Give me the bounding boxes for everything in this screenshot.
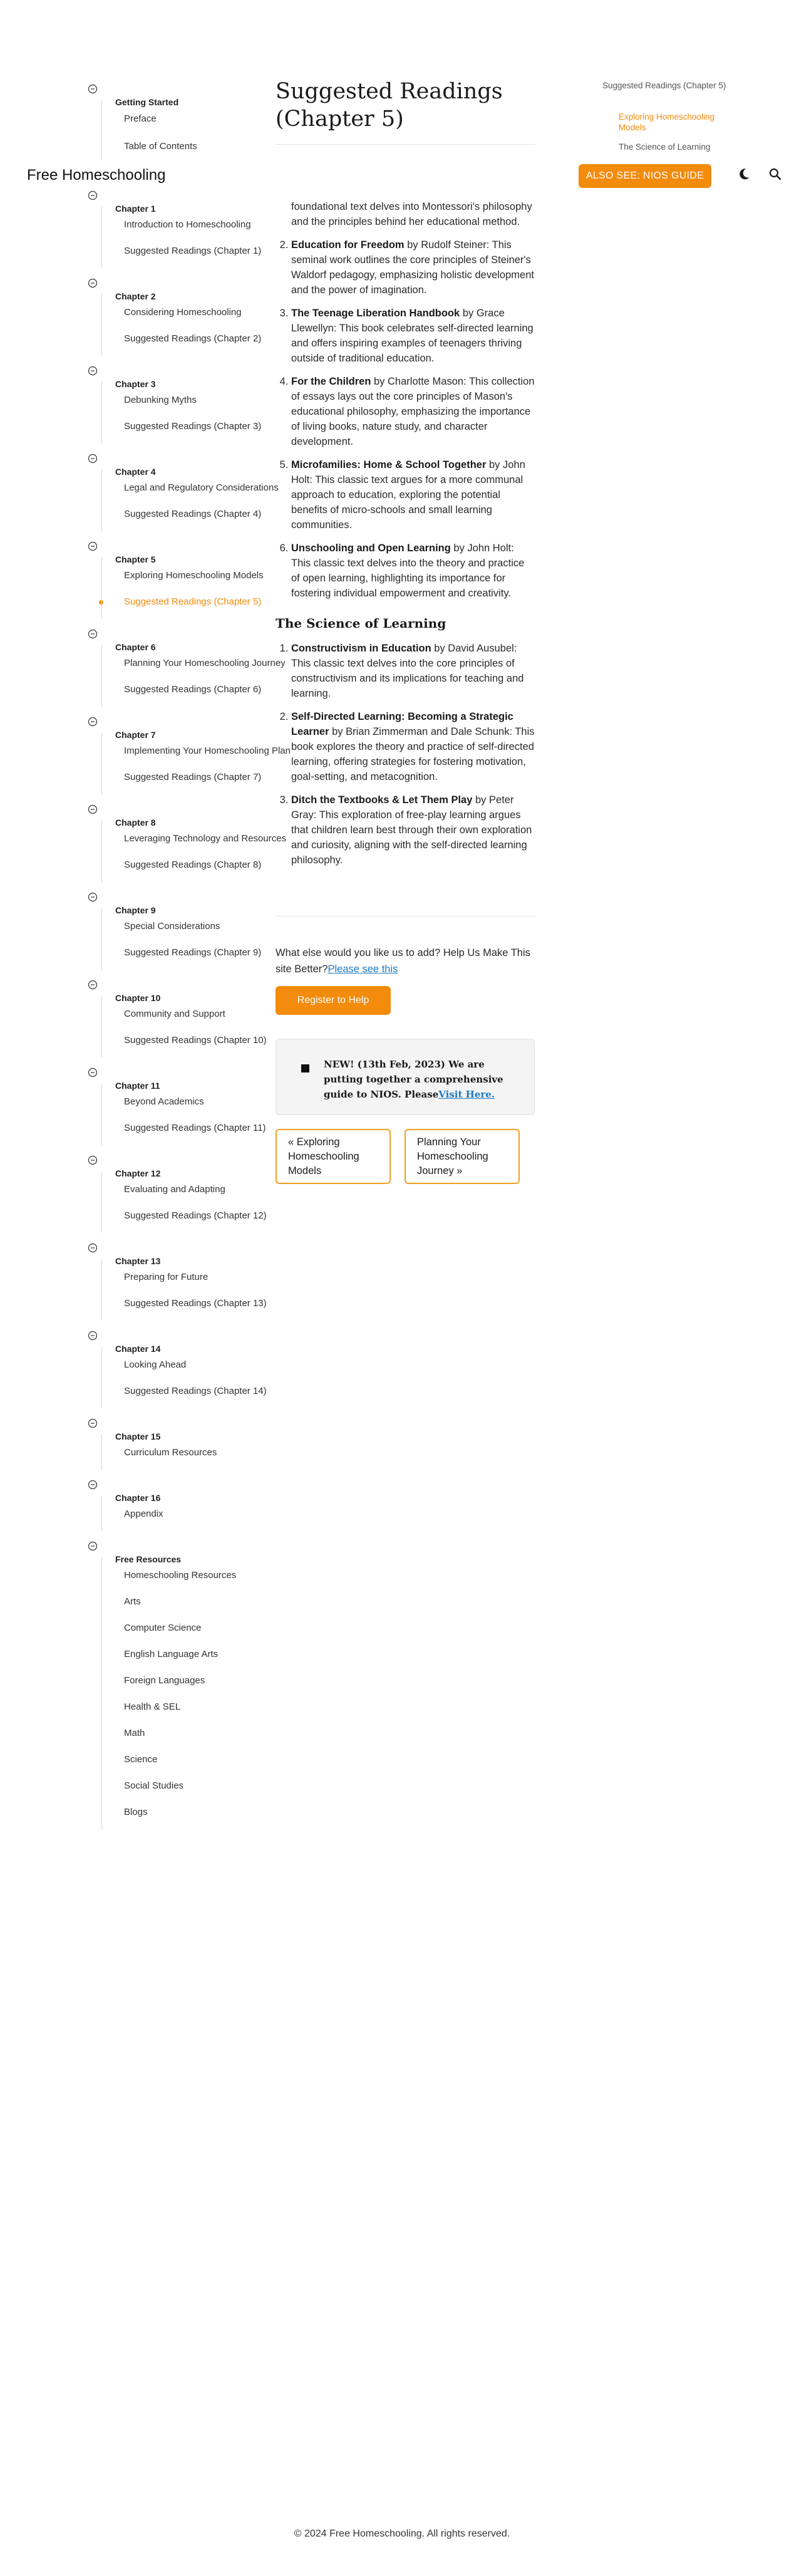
book-description: by Charlotte Mason: This collection of essays lays out the core principles of Mason's educational philosophy, emphasizing the importance of living books, nature study, and character development. bbox=[291, 376, 535, 447]
toc-item-page-title[interactable]: Suggested Readings (Chapter 5) bbox=[602, 81, 726, 90]
sidebar-heading-chapter-3[interactable]: Chapter 3 bbox=[88, 366, 233, 389]
collapse-minus-icon[interactable] bbox=[88, 455, 98, 466]
collapse-minus-icon[interactable] bbox=[88, 806, 98, 817]
collapse-minus-icon[interactable] bbox=[88, 982, 98, 992]
collapse-minus-icon[interactable] bbox=[88, 894, 98, 905]
sidebar-item[interactable]: Health & SEL bbox=[124, 1701, 181, 1712]
sidebar-guide-line bbox=[101, 382, 102, 444]
reading-list-item bbox=[291, 641, 535, 701]
reading-list-item bbox=[291, 541, 535, 601]
collapse-minus-icon[interactable] bbox=[88, 1069, 98, 1080]
sidebar-item[interactable]: Suggested Readings (Chapter 11) bbox=[124, 1123, 266, 1133]
sidebar-heading-chapter-11[interactable]: Chapter 11 bbox=[88, 1067, 233, 1091]
sidebar-guide-line bbox=[101, 908, 102, 970]
bullet-square-icon bbox=[301, 1064, 309, 1072]
collapse-minus-icon[interactable] bbox=[88, 719, 98, 729]
sidebar-item-table-of-contents[interactable]: Table of Contents bbox=[124, 141, 197, 152]
book-title: Microfamilies: Home & School Together bbox=[291, 459, 487, 470]
sidebar-guide-line bbox=[101, 294, 102, 356]
sidebar-item[interactable]: Suggested Readings (Chapter 9) bbox=[124, 947, 262, 958]
sidebar-heading-chapter-12[interactable]: Chapter 12 bbox=[88, 1155, 233, 1178]
book-title: The Teenage Liberation Handbook bbox=[291, 308, 460, 319]
site-header bbox=[0, 159, 804, 194]
please-see-this-link[interactable]: Please see this bbox=[327, 963, 398, 975]
visit-here-link[interactable]: Visit Here. bbox=[438, 1089, 495, 1100]
reading-list-item bbox=[291, 374, 535, 449]
collapse-minus-icon[interactable] bbox=[88, 368, 98, 378]
sidebar-heading-chapter-1[interactable]: Chapter 1 bbox=[88, 190, 233, 214]
sidebar-item[interactable]: Preparing for Future bbox=[124, 1272, 209, 1282]
book-description: by Peter Gray: This exploration of free-play learning argues that children learn best through their own exploration and curiosity, aligning with the self-directed learning philosophy. bbox=[291, 794, 532, 866]
sidebar-item[interactable]: Beyond Academics bbox=[124, 1096, 204, 1107]
book-description: by Grace Llewellyn: This book celebrates self-directed learning and offers inspiring examples of teenagers thriving outside of traditional education. bbox=[291, 308, 533, 364]
collapse-minus-icon[interactable] bbox=[88, 1332, 98, 1343]
sidebar-item[interactable]: Exploring Homeschooling Models bbox=[124, 570, 264, 581]
nios-guide-button[interactable]: ALSO SEE: NIOS GUIDE bbox=[579, 164, 711, 188]
sidebar-item[interactable]: English Language Arts bbox=[124, 1649, 219, 1659]
sidebar-item[interactable]: Suggested Readings (Chapter 5) bbox=[124, 596, 262, 607]
collapse-minus-icon[interactable] bbox=[88, 543, 98, 554]
book-title: Constructivism in Education bbox=[291, 643, 431, 654]
reading-list-item bbox=[291, 306, 535, 366]
sidebar-item[interactable]: Suggested Readings (Chapter 14) bbox=[124, 1386, 267, 1396]
sidebar-guide-line bbox=[101, 1496, 102, 1531]
sidebar-guide-line bbox=[101, 1557, 102, 1829]
section-heading-science-of-learning: The Science of Learning bbox=[276, 616, 446, 631]
sidebar-item[interactable]: Leveraging Technology and Resources bbox=[124, 833, 287, 844]
sidebar-chapters bbox=[88, 190, 291, 1817]
sidebar-item[interactable]: Special Considerations bbox=[124, 921, 220, 932]
sidebar-heading-chapter-9[interactable]: Chapter 9 bbox=[88, 892, 233, 915]
sidebar-heading-chapter-4[interactable]: Chapter 4 bbox=[88, 454, 233, 477]
sidebar-guide-line bbox=[101, 558, 102, 619]
sidebar-item[interactable]: Suggested Readings (Chapter 1) bbox=[124, 246, 262, 256]
sidebar-item[interactable]: Suggested Readings (Chapter 2) bbox=[124, 333, 262, 344]
book-title: Education for Freedom bbox=[291, 239, 405, 251]
sidebar-item[interactable]: Suggested Readings (Chapter 6) bbox=[124, 684, 262, 695]
collapse-minus-icon[interactable] bbox=[88, 1420, 98, 1431]
sidebar-item[interactable]: Looking Ahead bbox=[124, 1359, 187, 1370]
sidebar-guide-line bbox=[101, 1435, 102, 1470]
sidebar-heading-chapter-10[interactable]: Chapter 10 bbox=[88, 980, 233, 1003]
sidebar-item[interactable]: Legal and Regulatory Considerations bbox=[124, 482, 279, 493]
sidebar-item[interactable]: Homeschooling Resources bbox=[124, 1570, 237, 1581]
list-item-partial: foundational text delves into Montessori's philosophy and the principles behind her educational method. bbox=[291, 201, 532, 227]
sidebar-heading-chapter-8[interactable]: Chapter 8 bbox=[88, 804, 233, 828]
page-title: Suggested Readings (Chapter 5) bbox=[276, 79, 503, 132]
sidebar-heading-chapter-15[interactable]: Chapter 15 bbox=[88, 1418, 233, 1441]
book-description: by John Holt: This classic text delves into the theory and practice of open learning, highlighting its importance for fostering individual empowerment and creativity. bbox=[291, 543, 525, 599]
collapse-minus-icon[interactable] bbox=[88, 631, 98, 641]
sidebar-heading-chapter-6[interactable]: Chapter 6 bbox=[88, 629, 233, 652]
sidebar-item[interactable]: Suggested Readings (Chapter 12) bbox=[124, 1210, 267, 1221]
sidebar-heading-chapter-2[interactable]: Chapter 2 bbox=[88, 278, 233, 301]
sidebar-heading-chapter-13[interactable]: Chapter 13 bbox=[88, 1243, 233, 1266]
prev-page-button[interactable]: « Exploring Homeschooling Models bbox=[276, 1129, 391, 1184]
collapse-minus-icon[interactable] bbox=[88, 1245, 98, 1255]
sidebar-guide-line bbox=[101, 207, 102, 268]
content-divider bbox=[276, 916, 535, 917]
sidebar-item[interactable]: Suggested Readings (Chapter 13) bbox=[124, 1298, 267, 1309]
sidebar-guide-line bbox=[101, 821, 102, 882]
sidebar-item[interactable]: Blogs bbox=[124, 1807, 148, 1817]
sidebar-item-preface[interactable]: Preface bbox=[124, 113, 157, 124]
sidebar-item[interactable]: Arts bbox=[124, 1596, 141, 1607]
sidebar-heading-chapter-5[interactable]: Chapter 5 bbox=[88, 541, 233, 564]
sidebar-item[interactable]: Suggested Readings (Chapter 10) bbox=[124, 1035, 267, 1046]
toc-item-exploring-models[interactable]: Exploring Homeschooling Models bbox=[619, 112, 715, 132]
sidebar-guide-line bbox=[101, 733, 102, 794]
sidebar-item[interactable]: Debunking Myths bbox=[124, 395, 197, 405]
sidebar-item[interactable]: Suggested Readings (Chapter 8) bbox=[124, 860, 262, 870]
book-title: For the Children bbox=[291, 376, 371, 387]
sidebar-item[interactable]: Math bbox=[124, 1728, 145, 1738]
sidebar-guide-line bbox=[101, 470, 102, 531]
sidebar-heading-chapter-16[interactable]: Chapter 16 bbox=[88, 1480, 233, 1503]
sidebar-heading-chapter-14[interactable]: Chapter 14 bbox=[88, 1331, 233, 1354]
site-brand[interactable]: Free Homeschooling bbox=[27, 167, 166, 184]
sidebar-item[interactable]: Science bbox=[124, 1754, 158, 1765]
toc-item-science-of-learning[interactable]: The Science of Learning bbox=[619, 142, 711, 152]
nios-notice-box: NEW! (13th Feb, 2023) We are putting together a comprehensive guide to NIOS. PleaseVisit Here. bbox=[276, 1039, 535, 1115]
reading-list-item bbox=[291, 709, 535, 784]
title-divider bbox=[276, 144, 535, 145]
sidebar-guide-line bbox=[101, 1259, 102, 1321]
collapse-minus-icon[interactable] bbox=[88, 280, 98, 291]
book-description: by John Holt: This classic text argues for a more communal approach to education, exploring the potential benefits of micro-schools and small learning communities. bbox=[291, 459, 525, 531]
help-prompt: What else would you like us to add? Help Us Make This site Better?Please see this bbox=[276, 947, 530, 975]
sidebar-item[interactable]: Implementing Your Homeschooling Plan bbox=[124, 745, 291, 756]
sidebar-heading-free-resources[interactable]: Free Resources bbox=[88, 1541, 233, 1564]
register-to-help-button[interactable]: Register to Help bbox=[276, 986, 391, 1015]
sidebar-item[interactable]: Foreign Languages bbox=[124, 1675, 205, 1686]
readings-list-models bbox=[276, 237, 535, 601]
sidebar-guide-line bbox=[101, 645, 102, 707]
collapse-minus-icon[interactable] bbox=[88, 1482, 98, 1492]
next-page-button[interactable]: Planning Your Homeschooling Journey » bbox=[405, 1129, 520, 1184]
book-title: Self-Directed Learning: Becoming a Strategic Learner bbox=[291, 711, 513, 737]
sidebar-item[interactable]: Evaluating and Adapting bbox=[124, 1184, 225, 1195]
footer-copyright: © 2024 Free Homeschooling. All rights reserved. bbox=[294, 2528, 510, 2539]
book-description: by David Ausubel: This classic text delves into the core principles of constructivism and its implications for teaching and learning. bbox=[291, 643, 524, 699]
sidebar-item[interactable]: Appendix bbox=[124, 1509, 163, 1519]
book-description: by Brian Zimmerman and Dale Schunk: This book explores the theory and practice of self-directed learning, offering strategies for fostering motivation, goal-setting, and metacognition. bbox=[291, 726, 535, 782]
sidebar-item[interactable]: Suggested Readings (Chapter 3) bbox=[124, 421, 262, 432]
sidebar-heading-getting-started[interactable]: Getting Started bbox=[88, 84, 233, 107]
sidebar-item[interactable]: Suggested Readings (Chapter 7) bbox=[124, 772, 262, 782]
sidebar-item[interactable]: Considering Homeschooling bbox=[124, 307, 242, 318]
article-body bbox=[276, 199, 535, 876]
search-icon[interactable] bbox=[768, 167, 783, 182]
collapse-minus-icon[interactable] bbox=[88, 86, 98, 96]
reading-list-item bbox=[291, 237, 535, 298]
sidebar-item[interactable]: Planning Your Homeschooling Journey bbox=[124, 658, 286, 668]
sidebar-item[interactable]: Introduction to Homeschooling bbox=[124, 219, 251, 230]
sidebar-item[interactable]: Curriculum Resources bbox=[124, 1447, 217, 1458]
sidebar-guide-line bbox=[101, 996, 102, 1057]
reading-list-item bbox=[291, 457, 535, 532]
collapse-minus-icon[interactable] bbox=[88, 192, 98, 203]
collapse-minus-icon[interactable] bbox=[88, 1157, 98, 1168]
moon-icon[interactable] bbox=[736, 167, 751, 182]
book-description: by Rudolf Steiner: This seminal work outlines the core principles of Steiner's Waldorf pedagogy, emphasizing holistic development and the power of imagination. bbox=[291, 239, 534, 296]
sidebar-heading-chapter-7[interactable]: Chapter 7 bbox=[88, 717, 233, 740]
sidebar-guide-line bbox=[101, 1347, 102, 1408]
book-title: Ditch the Textbooks & Let Them Play bbox=[291, 794, 473, 806]
readings-list-science bbox=[276, 641, 535, 868]
sidebar-item[interactable]: Community and Support bbox=[124, 1009, 225, 1019]
sidebar-item[interactable]: Computer Science bbox=[124, 1623, 202, 1633]
collapse-minus-icon[interactable] bbox=[88, 1543, 98, 1554]
sidebar-item[interactable]: Social Studies bbox=[124, 1780, 184, 1791]
sidebar-guide-line bbox=[101, 1084, 102, 1145]
reading-list-item bbox=[291, 792, 535, 868]
book-title: Unschooling and Open Learning bbox=[291, 543, 451, 554]
sidebar-guide-line bbox=[101, 1171, 102, 1233]
sidebar-item[interactable]: Suggested Readings (Chapter 4) bbox=[124, 509, 262, 519]
